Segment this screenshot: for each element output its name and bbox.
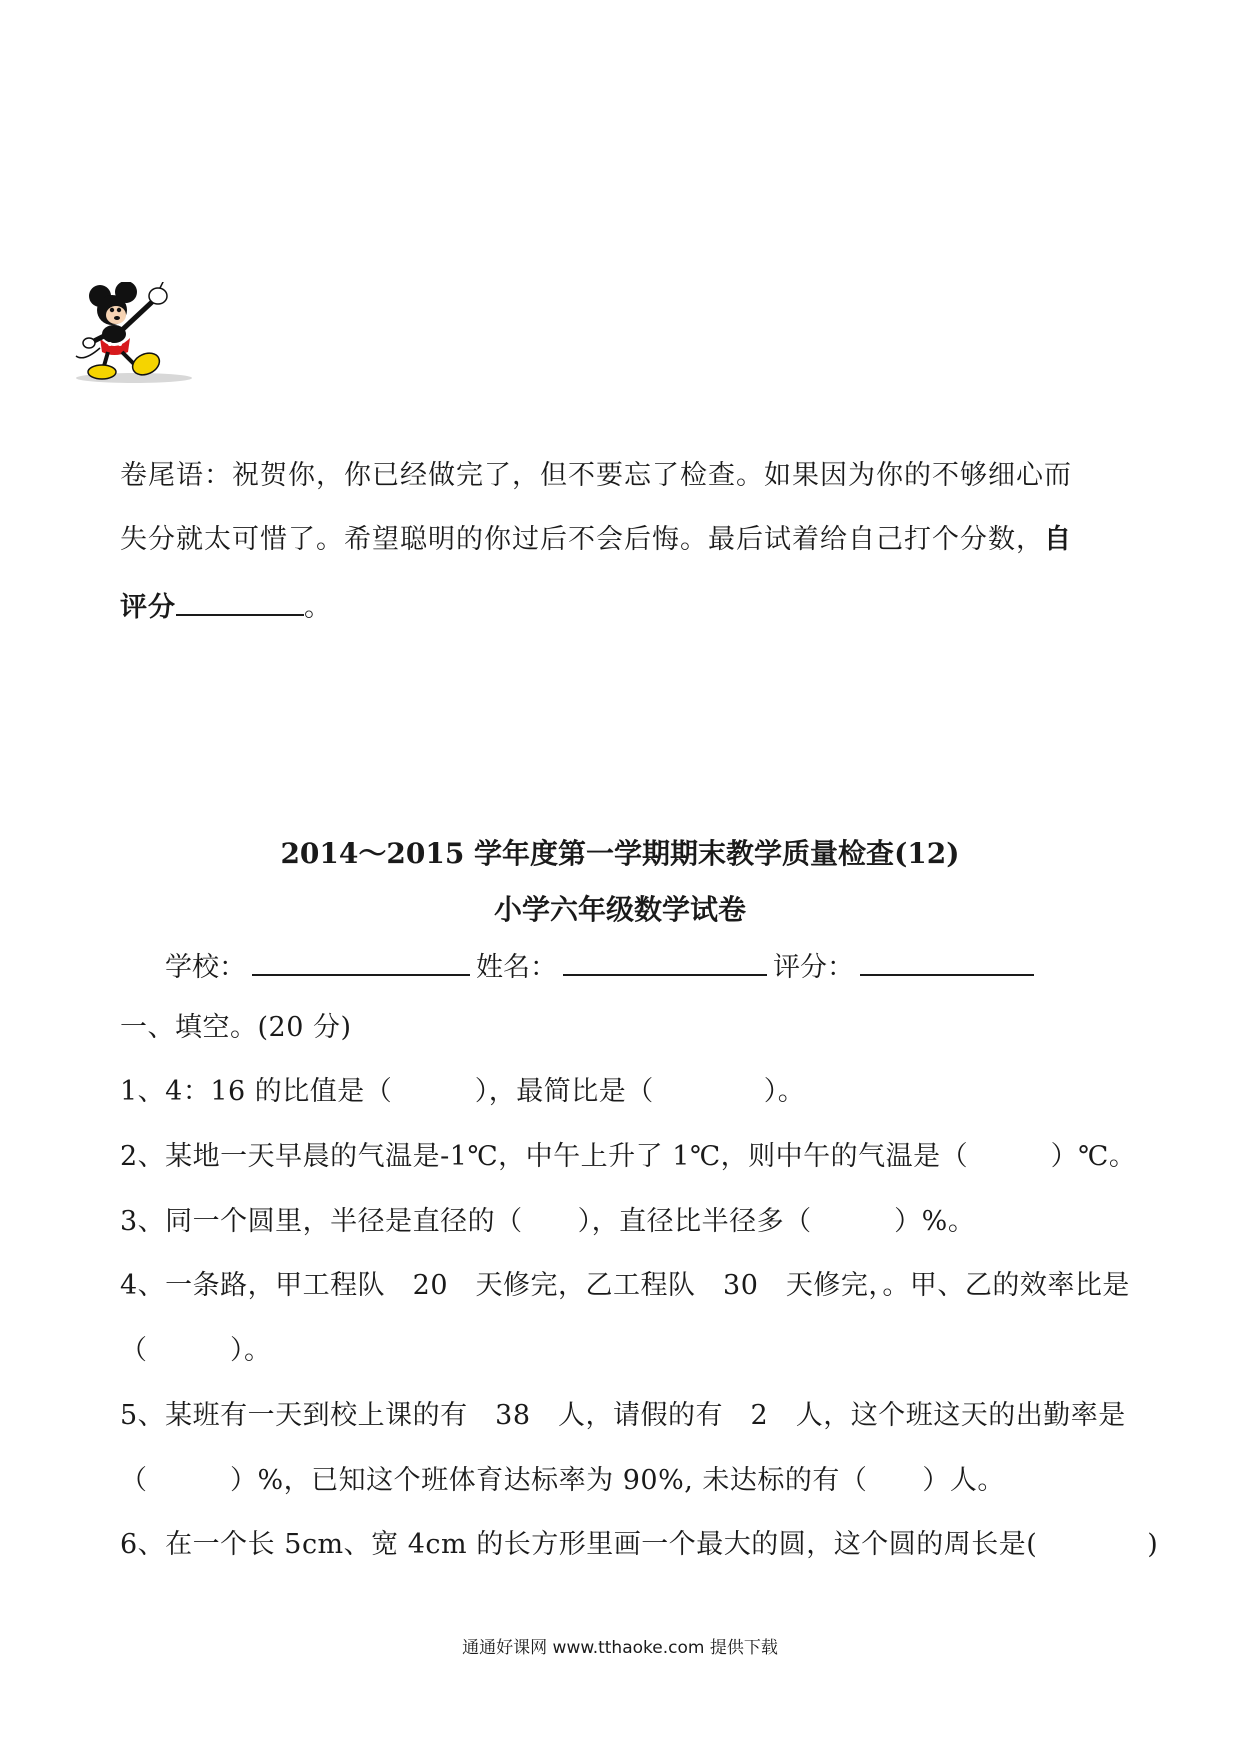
closing-line-1 <box>120 458 1072 494</box>
question-3: 3、同一个圆里，半径是直径的（ ），直径比半径多（ ）%。 <box>120 1206 976 1237</box>
question-4-line-1: 4、一条路，甲工程队 20 天修完，乙工程队 30 天修完，。甲、乙的效率比是 <box>120 1270 1130 1301</box>
question-5-line-2: （ ）%，已知这个班体育达标率为 90%, 未达标的有（ ）人。 <box>120 1465 1005 1496</box>
section-heading: 一、填空。(20 分) <box>120 1012 352 1043</box>
question-6: 6、在一个长 5cm、宽 4cm 的长方形里画一个最大的圆，这个圆的周长是( ) <box>120 1529 1159 1560</box>
exam-subtitle: 小学六年级数学试卷 <box>493 893 746 926</box>
score-label: 评分： <box>773 952 854 983</box>
self-score-label: 评分 <box>120 592 176 623</box>
exam-title: 2014～2015 学年度第一学期期末教学质量检查(12) <box>280 837 960 870</box>
student-info-row <box>165 946 1040 986</box>
question-5-line-1: 5、某班有一天到校上课的有 38 人，请假的有 2 人，这个班这天的出勤率是 <box>120 1400 1126 1431</box>
school-label: 学校： <box>165 952 246 983</box>
closing-text-2: 失分就太可惜了。希望聪明的你过后不会后悔。最后试着给自己打个分数， <box>120 524 1044 555</box>
question-1: 1、4：16 的比值是（ ），最简比是（ ）。 <box>120 1076 806 1107</box>
closing-line-3 <box>120 586 332 626</box>
closing-bold-self: 自 <box>1044 524 1072 555</box>
closing-line-2 <box>120 522 1072 558</box>
question-2: 2、某地一天早晨的气温是-1℃，中午上升了 1℃，则中午的气温是（ ）℃。 <box>120 1141 1137 1172</box>
mickey-mouse-icon <box>64 282 196 390</box>
question-4-line-2: （ ）。 <box>120 1335 272 1366</box>
page-footer: 通通好课网 www.tthaoke.com 提供下载 <box>462 1638 778 1658</box>
name-label: 姓名： <box>476 952 557 983</box>
closing-period: 。 <box>304 592 332 623</box>
self-score-blank[interactable] <box>176 586 304 616</box>
score-blank[interactable] <box>860 946 1034 976</box>
closing-text-1: 卷尾语：祝贺你，你已经做完了，但不要忘了检查。如果因为你的不够细心而 <box>120 460 1072 491</box>
name-blank[interactable] <box>563 946 767 976</box>
school-blank[interactable] <box>252 946 470 976</box>
